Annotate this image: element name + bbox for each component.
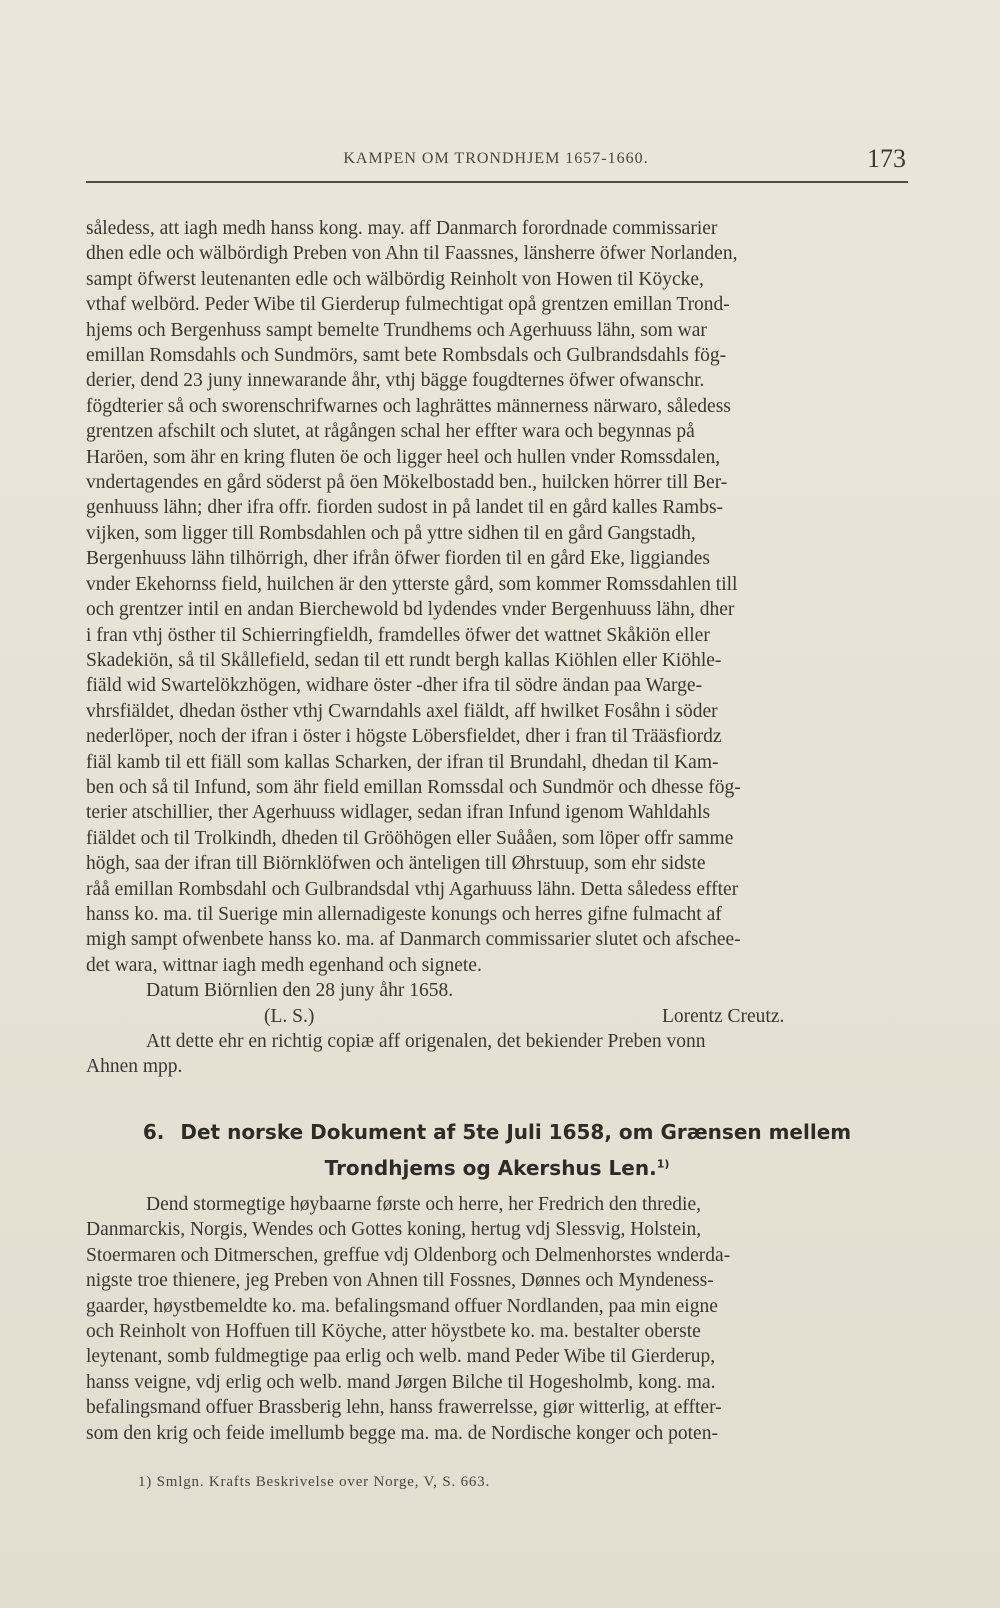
page-number: 173 — [867, 144, 906, 173]
text-line: det wara, wittnar iagh medh egenhand och signete. — [86, 954, 482, 976]
text-line: nigste troe thienere, jeg Preben von Ahnen till Fossnes, Dønnes och Myndeness- — [86, 1270, 714, 1292]
text-line: fiäld wid Swartelökzhögen, widhare öster -dher ifra til södre ändan paa Warge- — [86, 675, 703, 697]
text-line: Danmarckis, Norgis, Wendes och Gottes koning, hertug vdj Slessvig, Holstein, — [86, 1219, 702, 1241]
section-2-paragraph — [86, 1192, 908, 1446]
text-line: vhrsfiäldet, dhedan östher vthj Cwarndahls axel fiäldt, aff hwilket Fosåhn i söder — [86, 700, 718, 722]
signer-name: Lorentz Creutz. — [662, 1005, 785, 1027]
section-2-heading-cont — [86, 1156, 908, 1180]
text-line: fögdterier så och sworenschrifwarnes och laghrättes männerness närwaro, såledess — [86, 395, 731, 417]
text-line: Dend stormegtige høybaarne første och herre, her Fredrich den thredie, — [146, 1194, 701, 1215]
text-line: vnder Ekehornss field, huilchen är den ytterste gård, som kommer Romssdahlen till — [86, 573, 738, 595]
text-line: och Reinholt von Hoffuen till Köyche, atter höystbete ko. ma. bestalter oberste — [86, 1321, 701, 1343]
dated-line: Datum Biörnlien den 28 juny åhr 1658. — [146, 980, 454, 1002]
text-line: Skadekiön, så til Skållefield, sedan til ett rundt bergh kallas Kiöhlen eller Kiöhle- — [86, 649, 722, 671]
text-line: emillan Romsdahls och Sundmörs, samt bete Rombsdals och Gulbrandsdahls fög- — [86, 345, 727, 367]
footnote-ref: 1) — [656, 1157, 670, 1171]
text-line: som den krig och feide imellumb begge ma. ma. de Nordische konger och poten- — [86, 1422, 718, 1444]
page-header — [86, 140, 906, 180]
text-line: hanss veigne, vdj erlig och welb. mand Jørgen Bilche til Hogesholmb, kong. ma. — [86, 1371, 716, 1393]
text-line: Haröen, som ähr en kring fluten öe och ligger heel och hullen vnder Romssdalen, — [86, 446, 721, 468]
text-line: i fran vthj östher til Schierringfieldh, framdelles öfwer det wattnet Skåkiön eller — [86, 624, 710, 646]
section-1-text — [86, 216, 908, 1080]
attestation-line: Att dette ehr en richtig copiæ aff origenalen, det bekiender Preben vonn — [146, 1030, 706, 1052]
text-line: vthaf welbörd. Peder Wibe til Gierderup fulmechtigat opå grentzen emillan Trond- — [86, 294, 730, 316]
text-line: hanss ko. ma. til Suerige min allernadigeste konungs och herres gifne fulmacht af — [86, 903, 722, 925]
signature-line — [86, 1004, 908, 1029]
text-line: nederlöper, noch der ifran i öster i högste Löbersfieldet, dher i fran til Trääsfiordz — [86, 726, 722, 748]
section-1-paragraph — [86, 216, 908, 1080]
footnote: 1) Smlgn. Krafts Beskrivelse over Norge, V, S. 663. — [138, 1474, 491, 1490]
text-line: terier atschillier, ther Agerhuuss widlager, sedan ifran Infund igenom Wahldahls — [86, 802, 711, 824]
text-line: fiäldet och til Trolkindh, dheden til Grööhögen eller Suååen, som löper offr samme — [86, 827, 734, 849]
text-line: högh, saa der ifran till Biörnklöfwen och änteligen till Øhrstuup, som ehr sidste — [86, 853, 706, 875]
text-line: genhuuss lähn; dher ifra offr. fiorden sudost in på landet til en gård kalles Rambs- — [86, 497, 724, 519]
section-2-text — [86, 1192, 908, 1446]
section-number: 6. — [142, 1120, 165, 1144]
text-line: gaarder, høystbemeldte ko. ma. befalingsmand offuer Nordlanden, paa min eigne — [86, 1295, 718, 1317]
text-line: vijken, som ligger till Rombsdahlen och på yttre sidhen til en gård Gangstadh, — [86, 522, 696, 544]
heading-line-2: Trondhjems og Akershus Len. — [324, 1156, 657, 1180]
section-2-heading — [86, 1120, 908, 1144]
header-rule — [86, 181, 908, 183]
text-line: råå emillan Rombsdahl och Gulbrandsdal vthj Agarhuuss lähn. Detta såledess effter — [86, 878, 739, 900]
text-line: Bergenhuuss lähn tilhörrigh, dher ifrån öfwer fiorden til en gård Eke, liggiandes — [86, 548, 711, 570]
text-line: befalingsmand offuer Brassberig lehn, hanss frawerrelsse, giør witterlig, at effter- — [86, 1397, 722, 1419]
text-line: och grentzer intil en andan Bierchewold bd lydendes vnder Bergenhuuss lähn, dher — [86, 599, 735, 621]
text-line: Stoermaren och Ditmerschen, greffue vdj Oldenborg och Delmenhorstes wnderda- — [86, 1244, 731, 1266]
text-line: fiäl kamb til ett fiäll som kallas Scharken, der ifran til Brundahl, dhedan til Kam- — [86, 751, 719, 773]
attestation-line: Ahnen mpp. — [86, 1056, 183, 1078]
heading-line-1: Det norske Dokument af 5te Juli 1658, om Grænsen mellem — [180, 1120, 852, 1144]
text-line: leytenant, somb fuldmegtige paa erlig och welb. mand Peder Wibe til Gierderup, — [86, 1346, 716, 1368]
text-line: hjems och Bergenhuss sampt bemelte Trundhems och Agerhuuss lähn, som war — [86, 319, 707, 341]
running-title: KAMPEN OM TRONDHJEM 1657-1660. — [343, 150, 649, 167]
text-line: såledess, att iagh medh hanss kong. may. aff Danmarch forordnade commissarier — [86, 218, 718, 239]
text-line: grentzen afschilt och slutet, at rågången schal her effter wara och begynnas på — [86, 421, 695, 443]
text-line: ben och så til Infund, som ähr field emillan Romssdal och Sundmör och dhesse fög- — [86, 776, 741, 798]
text-line: sampt öfwerst leutenanten edle och wälbördig Reinholt von Howen til Köycke, — [86, 268, 704, 290]
text-line: derier, dend 23 juny innewarande åhr, vthj bägge fougdternes öfwer ofwanschr. — [86, 370, 705, 392]
seal-mark: (L. S.) — [264, 1005, 315, 1027]
text-line: dhen edle och wälbördigh Preben von Ahn til Faassnes, länsherre öfwer Norlanden, — [86, 243, 738, 265]
text-line: migh sampt ofwenbete hanss ko. ma. af Danmarch commissarier slutet och afschee- — [86, 929, 741, 951]
text-line: vndertagendes en gård söderst på öen Mökelbostadd ben., huilcken hörrer till Ber- — [86, 472, 728, 494]
